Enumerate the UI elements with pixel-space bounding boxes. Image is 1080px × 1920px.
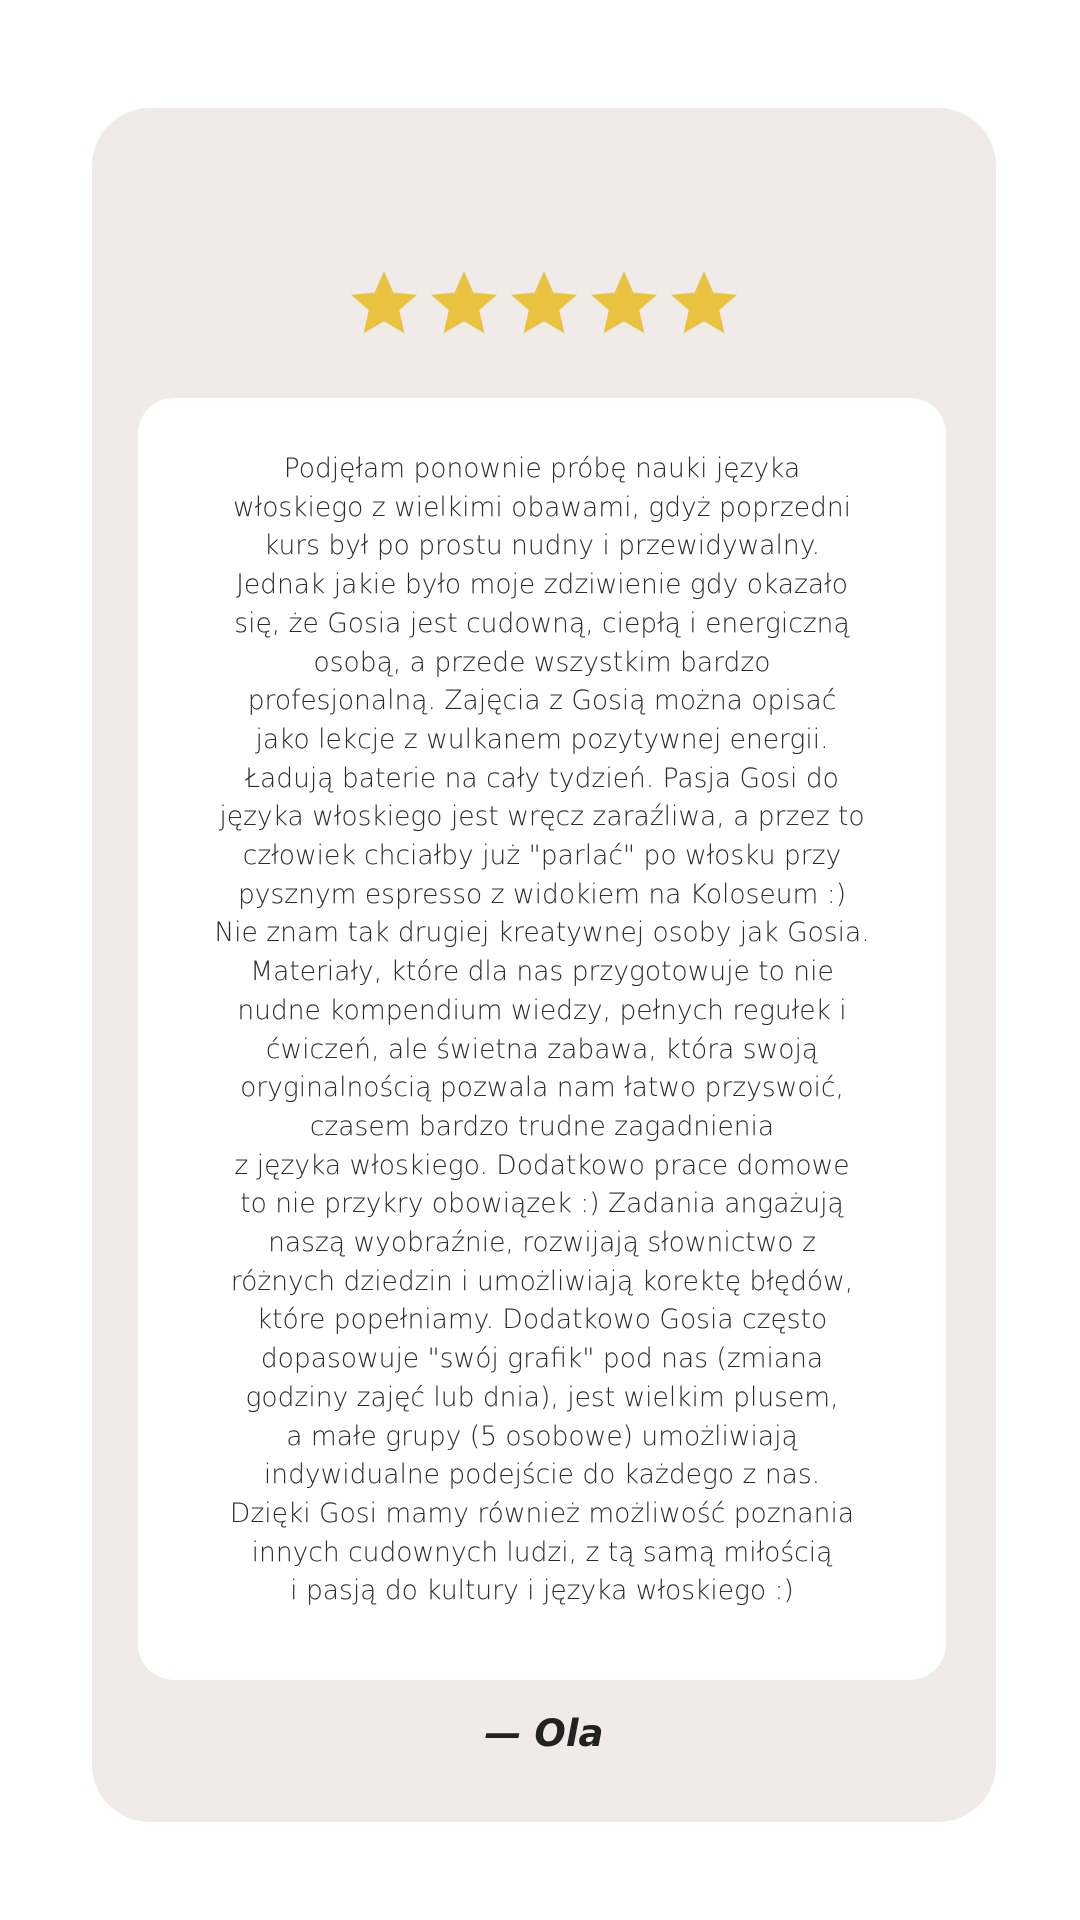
star-rating: [92, 268, 996, 346]
review-line: różnych dziedzin i umożliwiają korektę błędów,: [230, 1265, 854, 1297]
review-line: godziny zajęć lub dnia), jest wielkim plusem,: [245, 1381, 839, 1413]
review-line: naszą wyobraźnie, rozwijają słownictwo z: [268, 1227, 816, 1259]
review-line: człowiek chciałby już "parlać" po włosku przy: [242, 840, 842, 872]
review-line: innych cudownych ludzi, z tą samą miłością: [251, 1536, 833, 1568]
review-line: Materiały, które dla nas przygotowuje to nie: [250, 956, 834, 988]
review-line: się, że Gosia jest cudowną, ciepłą i energiczną: [234, 607, 850, 639]
review-line: języka włoskiego jest wręcz zaraźliwa, a przez to: [219, 801, 865, 833]
author-name: — Ola: [484, 1712, 604, 1755]
star-icon: [428, 268, 500, 340]
star-icon: [508, 268, 580, 340]
review-line: dopasowuje "swój grafik" pod nas (zmiana: [260, 1343, 824, 1375]
testimonial-card: [92, 108, 996, 1822]
review-line: Jednak jakie było moje zdziwienie gdy okazało: [236, 569, 848, 601]
review-text: [138, 450, 946, 1611]
star-icon: [588, 268, 660, 340]
review-line: oryginalnością pozwala nam łatwo przyswoić,: [240, 1072, 844, 1104]
review-line: indywidualne podejście do każdego z nas.: [263, 1459, 821, 1491]
review-line: jako lekcje z wulkanem pozytywnej energii.: [255, 723, 829, 755]
review-line: Podjęłam ponownie próbę nauki języka: [283, 453, 801, 484]
review-line: i pasją do kultury i języka włoskiego :): [290, 1575, 794, 1607]
review-line: profesjonalną. Zajęcia z Gosią można opisać: [247, 685, 837, 717]
review-line: nudne kompendium wiedzy, pełnych regułek i: [237, 994, 847, 1026]
review-line: Ładują baterie na cały tydzień. Pasja Gosi do: [245, 762, 839, 794]
review-line: pysznym espresso z widokiem na Koloseum :): [237, 878, 847, 910]
review-line: to nie przykry obowiązek :) Zadania angażują: [240, 1188, 844, 1220]
review-line: włoskiego z wielkimi obawami, gdyż poprzedni: [232, 491, 851, 523]
review-line: osobą, a przede wszystkim bardzo: [313, 646, 771, 678]
review-line: kurs był po prostu nudny i przewidywalny.: [263, 530, 821, 562]
review-line: Nie znam tak drugiej kreatywnej osoby jak Gosia.: [214, 917, 870, 949]
review-line: z języka włoskiego. Dodatkowo prace domowe: [234, 1149, 850, 1181]
review-line: a małe grupy (5 osobowe) umożliwiają: [286, 1420, 798, 1452]
star-icon: [668, 268, 740, 340]
review-line: czasem bardzo trudne zagadnienia: [309, 1110, 775, 1142]
review-box: [138, 398, 946, 1680]
review-line: Dzięki Gosi mamy również możliwość poznania: [229, 1497, 855, 1529]
star-icon: [348, 268, 420, 340]
review-line: które popełniamy. Dodatkowo Gosia często: [256, 1304, 828, 1336]
review-line: ćwiczeń, ale świetna zabawa, która swoją: [265, 1033, 819, 1065]
